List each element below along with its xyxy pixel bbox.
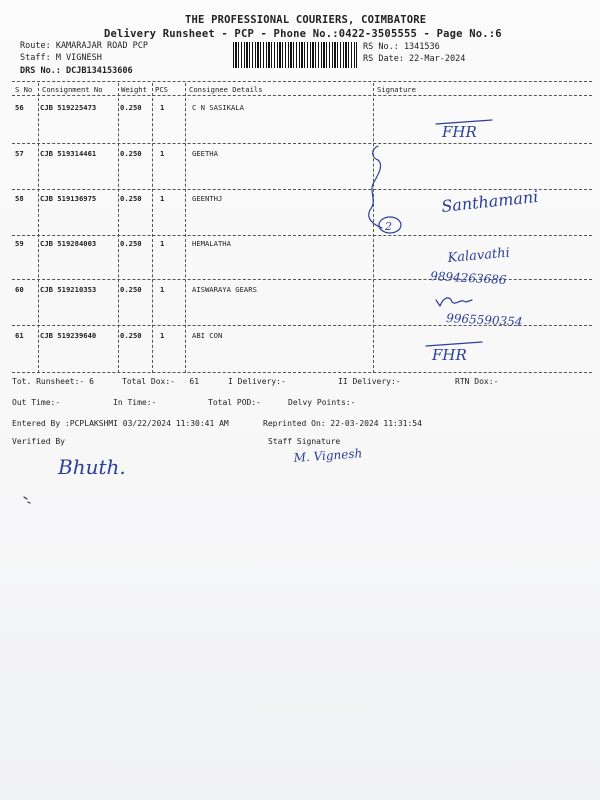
circled-number: [379, 217, 401, 233]
tot-runsheet: Tot. Runsheet:- 6: [12, 377, 94, 386]
row-consignment: CJB 519225473: [40, 103, 97, 112]
row-consignee: HEMALATHA: [192, 239, 231, 248]
svg-text:FHR: FHR: [432, 346, 467, 364]
row-consignment: CJB 519314461: [40, 149, 97, 158]
col-consignee: Consignee Details: [189, 85, 263, 94]
verified-by-label: Verified By: [12, 437, 65, 446]
svg-text:FHR: FHR: [442, 123, 477, 141]
total-dox: Total Dox:- 61: [122, 377, 200, 386]
staff-label: Staff: M VIGNESH: [20, 53, 102, 63]
staff-signature-label: Staff Signature: [268, 437, 341, 446]
row-weight: 0.250: [120, 285, 142, 294]
out-time: Out Time:-: [12, 398, 61, 407]
row-sno: 61: [15, 331, 24, 340]
verified-signature: Bhuth.: [58, 455, 126, 479]
row-weight: 0.250: [120, 149, 142, 158]
col-weight: Weight: [121, 85, 147, 94]
delvy-points: Delvy Points:-: [288, 398, 356, 407]
signature-59-name: Kalavathi: [447, 245, 511, 266]
rs-number: RS No.: 1341536: [363, 42, 440, 52]
row-pcs: 1: [160, 285, 165, 294]
ink-mark: [24, 497, 30, 503]
row-weight: 0.250: [120, 103, 142, 112]
row-consignee: ABI CON: [192, 331, 223, 340]
signature-58: Santhamani: [440, 186, 540, 216]
row-sno: 60: [15, 285, 24, 294]
signature-61: [426, 342, 482, 364]
signature-60-scribble: [436, 298, 472, 306]
row-weight: 0.250: [120, 331, 142, 340]
row-pcs: 1: [160, 103, 165, 112]
col-sno: S No: [15, 85, 33, 94]
company-title: THE PROFESSIONAL COURIERS, COIMBATORE: [185, 14, 427, 26]
row-consignee: AISWARAYA GEARS: [192, 285, 257, 294]
row-pcs: 1: [160, 239, 165, 248]
row-sno: 58: [15, 194, 24, 203]
row-sno: 59: [15, 239, 24, 248]
row-pcs: 1: [160, 194, 165, 203]
col-pcs: PCS: [155, 85, 168, 94]
row-consignee: GEENTHJ: [192, 194, 223, 203]
row-pcs: 1: [160, 149, 165, 158]
staff-handwritten-signature: M. Vignesh: [293, 446, 363, 465]
reprinted-on: Reprinted On: 22-03-2024 11:31:54: [263, 419, 422, 428]
row-consignee: GEETHA: [192, 149, 218, 158]
entered-by: Entered By :PCPLAKSHMI 03/22/2024 11:30:41 AM: [12, 419, 229, 428]
signature-60-phone: 9965590354: [445, 311, 523, 329]
svg-text:2: 2: [385, 220, 392, 233]
row-consignment: CJB 519284003: [40, 239, 97, 248]
row-sno: 56: [15, 103, 24, 112]
signature-59-phone: 9894263686: [429, 269, 507, 287]
row-consignment: CJB 519136975: [40, 194, 97, 203]
i-delivery: I Delivery:-: [228, 377, 286, 386]
runsheet-subtitle: Delivery Runsheet - PCP - Phone No.:0422-3505555 - Page No.:6: [104, 28, 502, 40]
rs-date: RS Date: 22-Mar-2024: [363, 54, 466, 64]
delivery-bracket: [369, 146, 382, 228]
ii-delivery: II Delivery:-: [338, 377, 401, 386]
row-weight: 0.250: [120, 239, 142, 248]
row-consignee: C N SASIKALA: [192, 103, 244, 112]
drs-number: DRS No.: DCJB134153606: [20, 66, 133, 76]
row-consignment: CJB 519210353: [40, 285, 97, 294]
route-label: Route: KAMARAJAR ROAD PCP: [20, 41, 148, 51]
row-weight: 0.250: [120, 194, 142, 203]
in-time: In Time:-: [113, 398, 157, 407]
total-pod: Total POD:-: [208, 398, 261, 407]
col-signature: Signature: [377, 85, 416, 94]
rtn-dox: RTN Dox:-: [455, 377, 499, 386]
col-consignment: Consignment No: [42, 85, 103, 94]
row-sno: 57: [15, 149, 24, 158]
row-consignment: CJB 519239640: [40, 331, 97, 340]
signature-56: [436, 120, 492, 141]
row-pcs: 1: [160, 331, 165, 340]
